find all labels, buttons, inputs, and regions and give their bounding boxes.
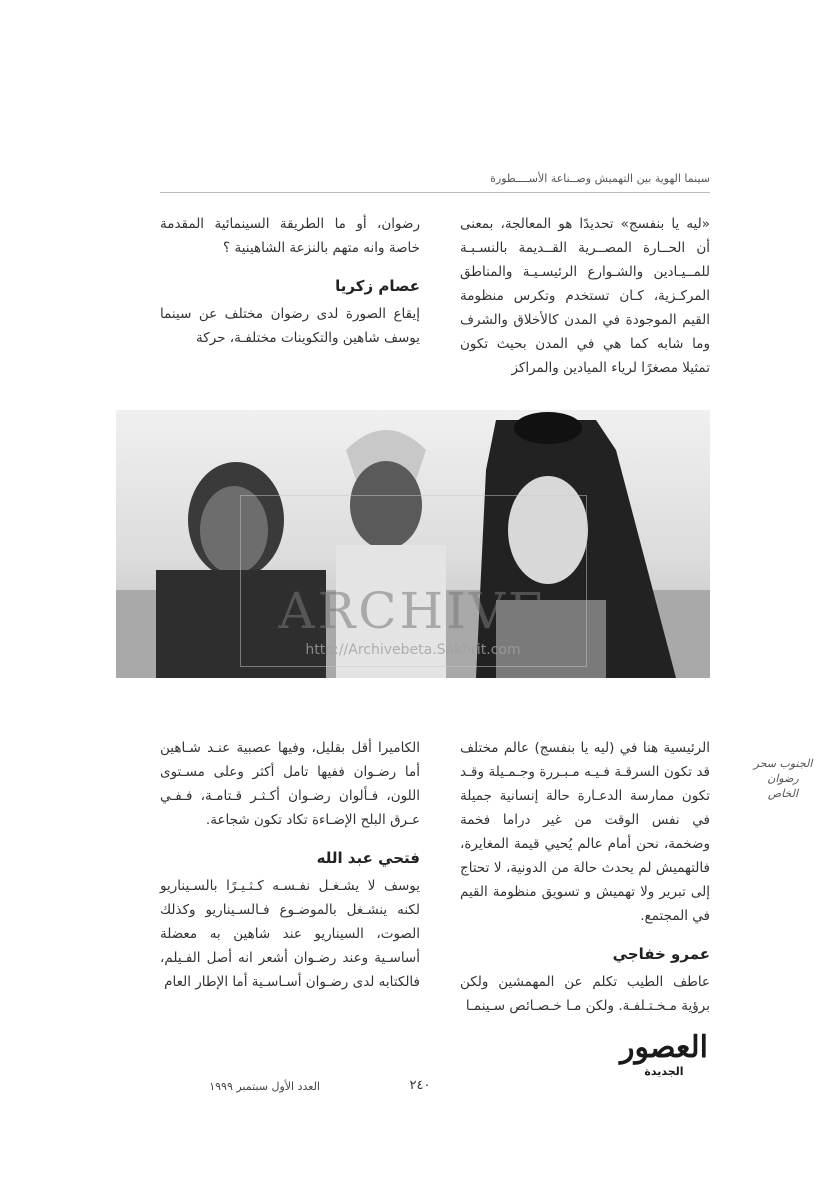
paragraph: يوسف لا يشـغـل نفـسـه كـثـيـرًا بالسـيناريو لكنه ينشـغل بالموضـوع فـالسـيناريو وكذلك الصوت، السيناريو عند شاهين به معضلة أساسـية وعند رضـوان أشعر انه أصل الفـيلم، فالكتابه لدى رضـوان أسـاسـية أما الإطار العام (160, 878, 420, 990)
paragraph: إيقاع الصورة لدى رضوان مختلف عن سينما يوسف شاهين والتكوينات مختلفـة، حركة (160, 306, 420, 346)
paragraph: «ليه يا بنفسج» تحديدًا هو المعالجة، بمعنى أن الحــارة المصــرية القــديمة بالنسـبـة للمــيـادين والشـوارع الرئيسـيـة والمناطق المركـزية، كـان تستخدم وتكرس منظومة القيم الموجودة في المدن كالأخلاق والشرف وما شابه كما هي في المدن بحيث تكون تمثيلا مصغرًا لرياء الميادين والمراكز (460, 216, 710, 376)
issue-label: العدد الأول سبتمبر ١٩٩٩ (209, 1080, 320, 1093)
column-right-bottom (460, 736, 710, 1018)
column-left-bottom (160, 736, 420, 994)
speaker-name: عصام زكريا (335, 277, 420, 295)
running-header: سينما الهوية بين التهميش وصــناعة الأســــطورة (490, 172, 710, 185)
watermark-url: http://Archivebeta.Sakhrit.com (305, 642, 521, 658)
logo-title: العصور (620, 1030, 708, 1065)
header-rule (160, 192, 710, 193)
page-number: ٢٤٠ (409, 1078, 431, 1093)
logo-subtitle: الجديدة (644, 1065, 684, 1078)
paragraph: الرئيسية هنا في (ليه يا بنفسج) عالم مختلف قد تكون السرقـة فـيـه مـبـررة وجـمـيلة وقـد تكون ممارسة الدعـارة حالة إنسانية جميلة في نفس الوقت من غير دراما فخمة وضخمة، نحن أمام عالم يُحيي قيمة المغايرة، فالتهميش لم يحدث حالة من الدونية، لا تحتاج إلى تبرير ولا تهميش و تسويق منظومة القيم في المجتمع. (460, 740, 710, 924)
speaker-name: فتحي عبد الله (316, 849, 420, 867)
speaker-name: عمرو خفاجي (612, 945, 710, 963)
paragraph: عاطف الطيب تكلم عن المهمشين ولكن برؤية مـخـتـلفـة. ولكن مـا خـصـائص سـينمـا (460, 974, 710, 1014)
paragraph: الكاميرا أقل بقليل، وفيها عصبية عنـد شـاهين أما رضـوان ففيها تامل أكثر وعلى مسـتوى اللون، فـألوان رضـوان أكـثـر قـتامـة، فـفـي عـرق البلح الإضـاءة تكاد تكون شجاعة. (160, 740, 420, 828)
paragraph: رضوان، أو ما الطريقة السينمائية المقدمة خاصة وانه متهم بالنزعة الشاهينية ؟ (160, 216, 420, 256)
photo-caption: الجنوب سحر رضوان الخاص (753, 757, 813, 800)
column-left-top (160, 212, 420, 350)
column-right-top (460, 212, 710, 380)
magazine-logo (616, 1030, 712, 1078)
watermark-logo: ARCHIVE (278, 582, 548, 640)
